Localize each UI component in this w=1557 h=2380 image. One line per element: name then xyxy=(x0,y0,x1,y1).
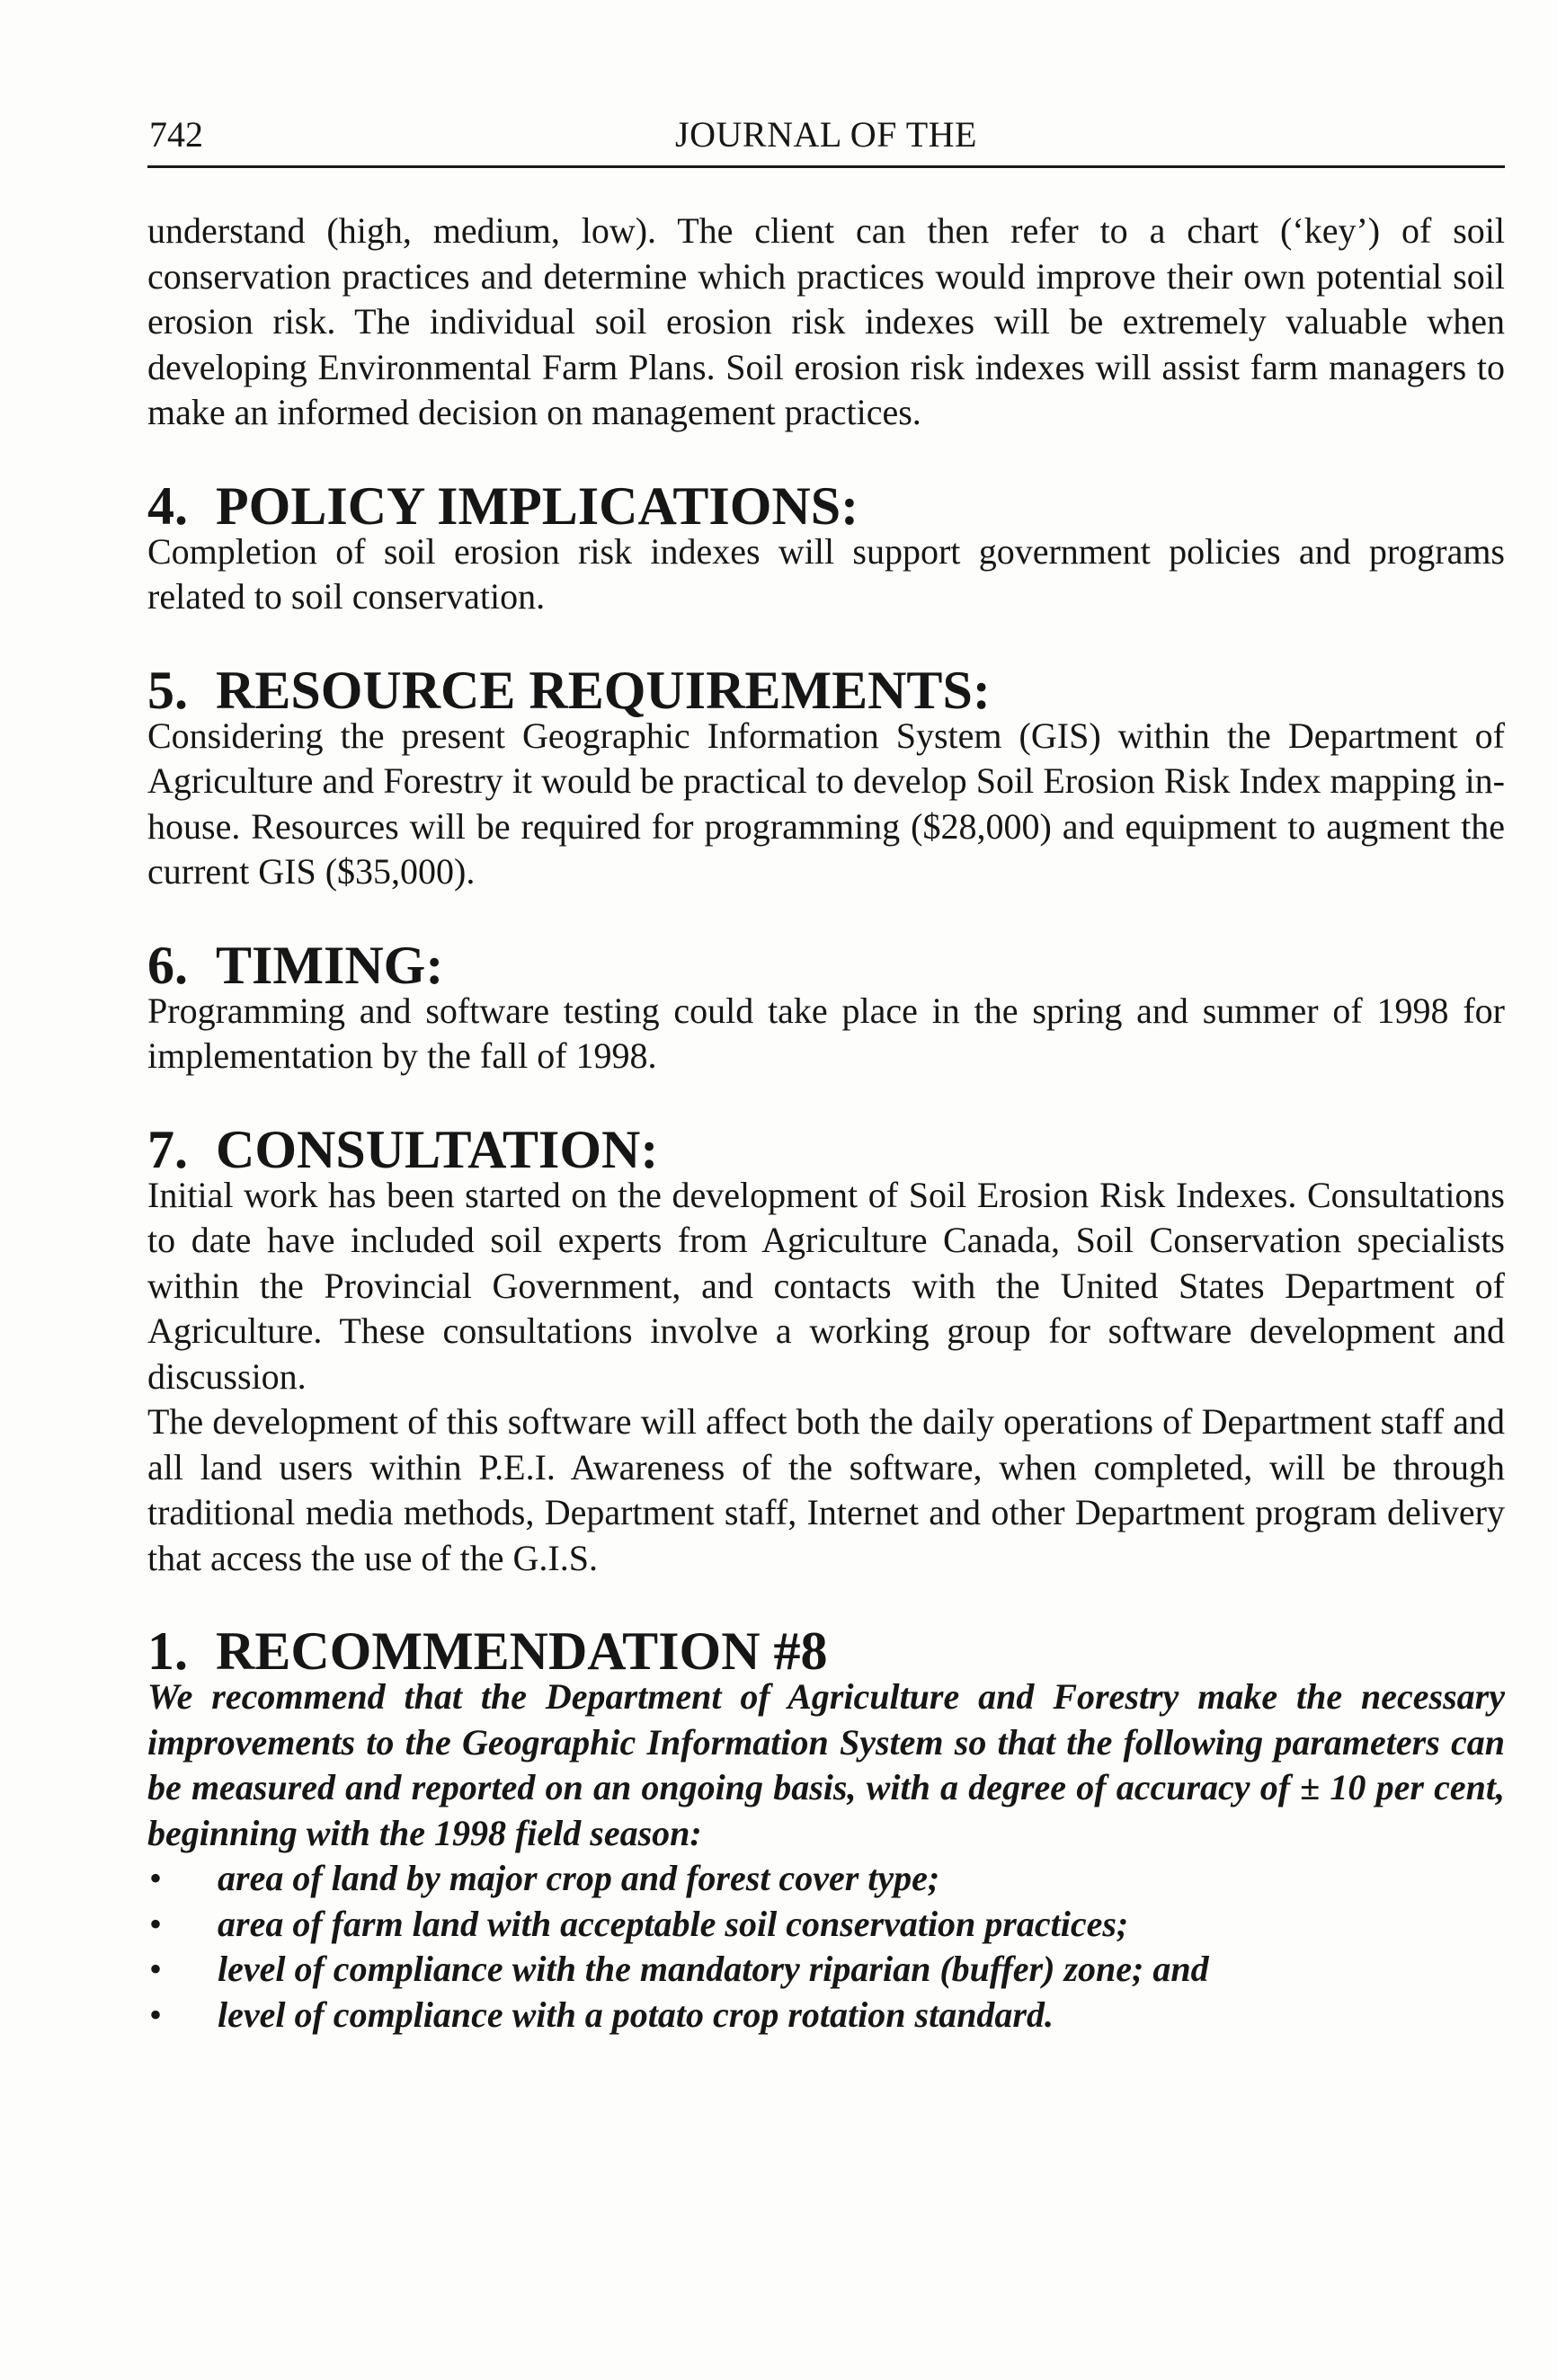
section-heading xyxy=(147,475,1505,536)
intro-paragraph: understand (high, medium, low). The client can then refer to a chart (‘key’) of soil conservation practices and determine which practices would improve their own potential soil erosion risk. The individual soil erosion risk indexes will be extremely valuable when developing Environmental Farm Plans. Soil erosion risk indexes will assist farm managers to make an informed decision on management practices. xyxy=(147,210,1505,432)
development-paragraph: The development of this software will affect both the daily operations of Department staff and all land users within P.E.I. Awareness of the software, when completed, will be through traditional media methods, Department staff, Internet and other Department program delivery that access the use of the G.I.S. xyxy=(147,1401,1505,1578)
section-consultation xyxy=(147,1119,1505,1400)
section-body: Initial work has been started on the development of Soil Erosion Risk Indexes. Consultations to date have included soil experts from Agriculture Canada, Soil Conservation specialists within the Provincial Government, and contacts with the United States Department of Agriculture. These consultations involve a working group for software development and discussion. xyxy=(147,1174,1505,1397)
section-policy-implications xyxy=(147,475,1505,620)
recommendation-number: 1. xyxy=(147,1621,188,1681)
journal-title: JOURNAL OF THE xyxy=(675,114,977,155)
section-body: Programming and software testing could take place in the spring and summer of 1998 for implementation by the fall of 1998. xyxy=(147,990,1505,1076)
section-heading xyxy=(147,660,1505,720)
section-number: 6. xyxy=(147,935,188,995)
section-number: 4. xyxy=(147,475,188,536)
recommendation-title: RECOMMENDATION #8 xyxy=(216,1621,828,1681)
bullet-icon: • xyxy=(149,1949,163,1989)
section-title: CONSULTATION: xyxy=(216,1119,659,1179)
bullet-icon: • xyxy=(149,1994,163,2035)
section-title: POLICY IMPLICATIONS: xyxy=(216,475,859,536)
bullet-icon: • xyxy=(149,1858,163,1898)
section-heading xyxy=(147,935,1505,995)
section-body: Considering the present Geographic Information System (GIS) within the Department of Agriculture and Forestry it would be practical to develop Soil Erosion Risk Index mapping in-house. Resources will be required for programming ($28,000) and equipment to augment the current GIS ($35,000). xyxy=(147,715,1505,892)
list-item xyxy=(147,1856,1505,1902)
recommendation-heading xyxy=(147,1621,1505,1681)
list-item-text: area of land by major crop and forest cover type; xyxy=(218,1858,940,1898)
section-number: 7. xyxy=(147,1119,188,1179)
list-item xyxy=(147,1993,1505,2038)
section-heading xyxy=(147,1119,1505,1179)
section-title: TIMING: xyxy=(216,935,444,995)
list-item-text: area of farm land with acceptable soil conservation practices; xyxy=(218,1903,1129,1944)
bullet-icon: • xyxy=(149,1903,163,1944)
page-number: 742 xyxy=(149,114,203,155)
recommendation-bullet-list xyxy=(147,1856,1505,2038)
page-body xyxy=(147,209,1505,2038)
section-body: Completion of soil erosion risk indexes will support government policies and programs related to soil conservation. xyxy=(147,530,1505,617)
list-item-text: level of compliance with a potato crop rotation standard. xyxy=(218,1994,1054,2035)
recommendation-block xyxy=(147,1621,1505,2038)
recommendation-text: We recommend that the Department of Agriculture and Forestry make the necessary improvements to the Geographic Information System so that the following parameters can be measured and reported on an ongoing basis, with a degree of accuracy of ± 10 per cent, beginning with the 1998 field season: xyxy=(147,1676,1505,1853)
section-resource-requirements xyxy=(147,660,1505,895)
section-title: RESOURCE REQUIREMENTS: xyxy=(216,660,991,720)
list-item xyxy=(147,1902,1505,1948)
list-item xyxy=(147,1947,1505,1993)
section-number: 5. xyxy=(147,660,188,720)
section-timing xyxy=(147,935,1505,1079)
running-header xyxy=(147,115,1505,168)
list-item-text: level of compliance with the mandatory riparian (buffer) zone; and xyxy=(218,1949,1209,1989)
